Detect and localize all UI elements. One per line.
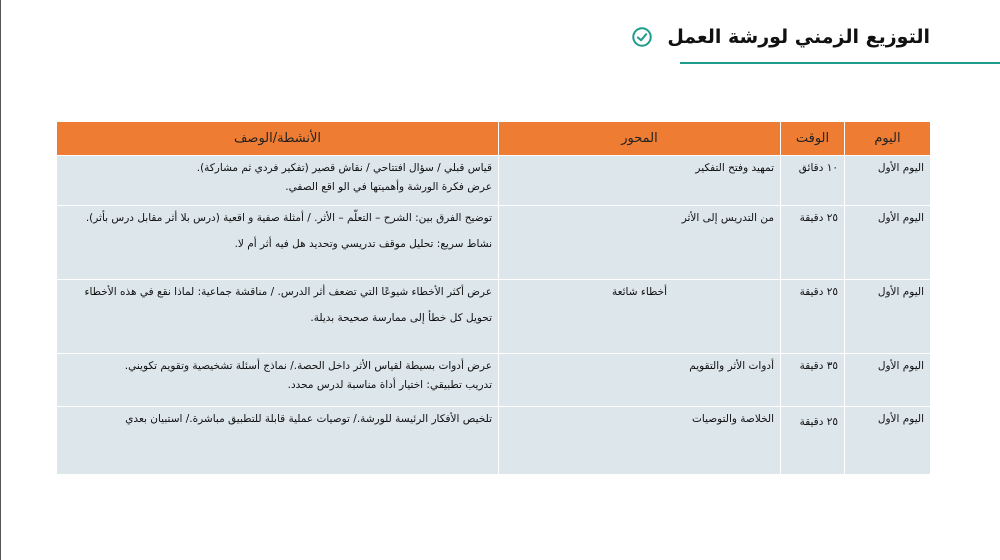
cell-day: اليوم الأول bbox=[845, 354, 931, 407]
cell-time: ١٠ دقائق bbox=[781, 156, 845, 206]
schedule-table bbox=[56, 121, 931, 475]
title-row bbox=[631, 26, 930, 48]
activity-line: توضيح الفرق بين: الشرح – التعلّم – الأثر. / أمثلة صفية و اقعية (درس بلا أثر مقابل درس بأثر). bbox=[85, 212, 492, 224]
cell-time: ٢٥ دقيقة bbox=[781, 407, 845, 475]
cell-time: ٢٥ دقيقة bbox=[781, 280, 845, 354]
cell-activities bbox=[57, 354, 499, 407]
cell-axis: تمهيد وفتح التفكير bbox=[499, 156, 781, 206]
cell-activities bbox=[57, 407, 499, 475]
page-title: التوزيع الزمني لورشة العمل bbox=[667, 26, 930, 48]
table-row bbox=[57, 206, 931, 280]
table-row bbox=[57, 280, 931, 354]
activity-line: تدريب تطبيقي: اختيار أداة مناسبة لدرس محدد. bbox=[287, 379, 492, 391]
column-header-axis: المحور bbox=[499, 122, 781, 156]
column-header-time: الوقت bbox=[781, 122, 845, 156]
activity-line: عرض أدوات بسيطة لقياس الأثر داخل الحصة./ نماذج أسئلة تشخيصية وتقويم تكويني. bbox=[124, 360, 492, 372]
clock-icon bbox=[631, 26, 653, 48]
activity-line: تحويل كل خطأ إلى ممارسة صحيحة بديلة. bbox=[310, 312, 492, 324]
table-header-row bbox=[57, 122, 931, 156]
cell-activities bbox=[57, 156, 499, 206]
cell-axis: أخطاء شائعة bbox=[499, 280, 781, 354]
cell-day: اليوم الأول bbox=[845, 280, 931, 354]
activity-line: نشاط سريع: تحليل موقف تدريسي وتحديد هل فيه أثر أم لا. bbox=[234, 238, 492, 250]
activity-line: تلخيص الأفكار الرئيسة للورشة./ توصيات عملية قابلة للتطبيق مباشرة./ استبيان بعدي bbox=[125, 413, 492, 425]
cell-activities bbox=[57, 206, 499, 280]
cell-day: اليوم الأول bbox=[845, 156, 931, 206]
cell-time: ٣٥ دقيقة bbox=[781, 354, 845, 407]
cell-day: اليوم الأول bbox=[845, 407, 931, 475]
cell-activities bbox=[57, 280, 499, 354]
cell-axis: الخلاصة والتوصيات bbox=[499, 407, 781, 475]
table-row bbox=[57, 156, 931, 206]
activity-line: عرض أكثر الأخطاء شيوعًا التي تضعف أثر الدرس. / مناقشة جماعية: لماذا نقع في هذه الأخطاء bbox=[84, 286, 492, 298]
column-header-activities: الأنشطة/الوصف bbox=[57, 122, 499, 156]
activity-line: عرض فكرة الورشة وأهميتها في الو اقع الصفي. bbox=[285, 181, 492, 193]
column-header-day: اليوم bbox=[845, 122, 931, 156]
cell-axis: أدوات الأثر والتقويم bbox=[499, 354, 781, 407]
cell-day: اليوم الأول bbox=[845, 206, 931, 280]
table-row bbox=[57, 354, 931, 407]
cell-axis: من التدريس إلى الأثر bbox=[499, 206, 781, 280]
title-underline bbox=[680, 62, 1000, 64]
activity-line: قياس قبلي / سؤال افتتاحي / نقاش قصير (تفكير فردي ثم مشاركة). bbox=[196, 162, 492, 174]
cell-time: ٢٥ دقيقة bbox=[781, 206, 845, 280]
table-row bbox=[57, 407, 931, 475]
